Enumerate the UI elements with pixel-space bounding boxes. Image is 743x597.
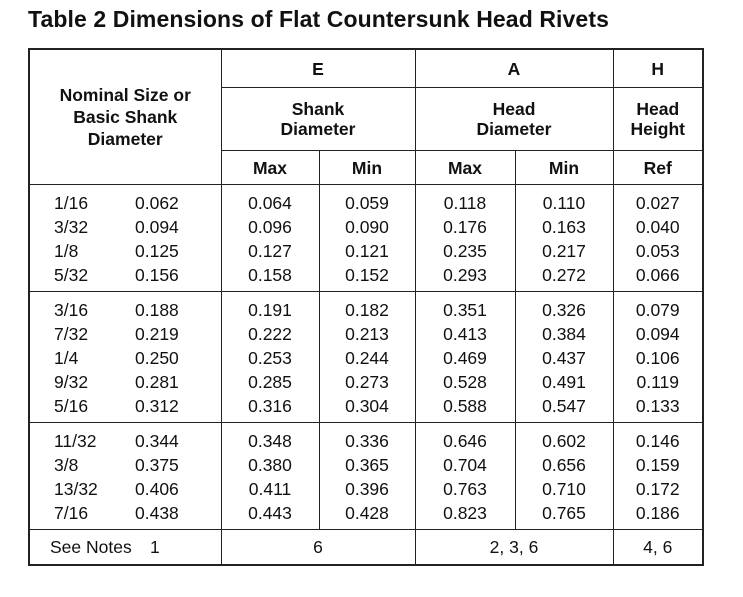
table-value: 0.217: [542, 241, 586, 261]
table-value: 5/32: [54, 265, 89, 285]
table-value: 0.763: [443, 479, 487, 499]
e-header: E: [221, 49, 415, 88]
a-min-cell: [515, 423, 613, 530]
e-max-cell: [221, 185, 319, 292]
basic-diameter-cell: [135, 185, 221, 292]
table-value: 0.213: [345, 324, 389, 344]
table-value: 0.443: [248, 503, 292, 523]
e-min-cell: [319, 185, 415, 292]
table-value: 0.336: [345, 431, 389, 451]
table-value: 9/32: [54, 372, 89, 392]
table-value: 0.079: [635, 300, 680, 320]
table-value: 0.547: [542, 396, 586, 416]
table-value: 0.119: [636, 372, 679, 392]
e-max-header: Max: [221, 151, 319, 185]
h-ref-header: Ref: [613, 151, 703, 185]
table-value: 0.176: [443, 217, 487, 237]
table-value: 0.235: [443, 241, 487, 261]
table-value: 0.413: [443, 324, 487, 344]
table-value: 0.375: [135, 455, 179, 475]
table-body: [29, 185, 703, 530]
table-value: 0.062: [135, 193, 179, 213]
table-value: 1/4: [54, 348, 79, 368]
table-value: 0.312: [135, 396, 179, 416]
table-value: 0.588: [443, 396, 487, 416]
table-value: 0.222: [248, 324, 292, 344]
basic-diameter-cell: [135, 292, 221, 423]
table-value: 0.281: [135, 372, 179, 392]
table-value: 0.090: [345, 217, 389, 237]
table-value: 0.163: [542, 217, 586, 237]
table-value: 0.646: [443, 431, 487, 451]
table-value: 5/16: [54, 396, 89, 416]
table-value: 0.438: [135, 503, 179, 523]
table-value: 0.380: [248, 455, 292, 475]
nominal-header-line3: Diameter: [87, 129, 163, 149]
table-value: 0.191: [248, 300, 292, 320]
e-min-header: Min: [319, 151, 415, 185]
table-value: 13/32: [54, 479, 98, 499]
a-min-cell: [515, 185, 613, 292]
h-ref-cell: [613, 185, 703, 292]
notes-nominal-cell: [29, 530, 221, 566]
a-header: A: [415, 49, 613, 88]
table-value: 0.250: [135, 348, 179, 368]
table-value: 0.219: [135, 324, 179, 344]
table-value: 0.710: [542, 479, 586, 499]
notes-h-value: 4, 6: [613, 530, 703, 566]
h-ref-cell: [613, 292, 703, 423]
nominal-header-line2: Basic Shank: [73, 107, 178, 127]
table-value: 1/16: [54, 193, 89, 213]
table-value: 0.040: [635, 217, 680, 237]
e-max-cell: [221, 292, 319, 423]
table-value: 0.602: [542, 431, 586, 451]
table-value: 0.528: [443, 372, 487, 392]
table-value: 0.133: [635, 396, 680, 416]
a-max-header: Max: [415, 151, 515, 185]
e-max-cell: [221, 423, 319, 530]
notes-e-value: 6: [221, 530, 415, 566]
a-max-cell: [415, 185, 515, 292]
table-value: 7/16: [54, 503, 89, 523]
table-value: 0.326: [542, 300, 586, 320]
table-value: 0.469: [443, 348, 487, 368]
table-value: 3/16: [54, 300, 89, 320]
table-value: 0.156: [135, 265, 179, 285]
table-value: 0.823: [443, 503, 487, 523]
table-value: 0.351: [443, 300, 487, 320]
head-height-header-line2: Height: [630, 119, 685, 139]
table-value: 0.053: [635, 241, 680, 261]
table-title: Table 2 Dimensions of Flat Countersunk Head Rivets: [28, 6, 609, 32]
notes-label: See Notes: [50, 536, 132, 557]
notes-row: [29, 530, 703, 566]
notes-a-value: 2, 3, 6: [415, 530, 613, 566]
row-group-2: [29, 292, 703, 423]
table-value: 0.094: [135, 217, 179, 237]
h-ref-cell: [613, 423, 703, 530]
table-value: 0.106: [635, 348, 680, 368]
table-value: 0.172: [635, 479, 680, 499]
table-value: 0.293: [443, 265, 487, 285]
table-value: 7/32: [54, 324, 89, 344]
table-value: 0.125: [135, 241, 179, 261]
h-header: H: [613, 49, 703, 88]
shank-diameter-header: [221, 88, 415, 151]
table-value: 0.059: [345, 193, 389, 213]
nominal-size-cell: [29, 292, 135, 423]
table-value: 0.118: [443, 193, 487, 213]
table-value: 0.396: [345, 479, 389, 499]
table-value: 0.428: [345, 503, 389, 523]
table-value: 0.491: [542, 372, 586, 392]
table-value: 0.384: [542, 324, 586, 344]
head-diameter-header-line2: Diameter: [476, 119, 552, 139]
table-value: 11/32: [54, 431, 97, 451]
table-value: 0.365: [345, 455, 389, 475]
table-value: 0.158: [248, 265, 292, 285]
shank-header-line2: Diameter: [280, 119, 356, 139]
table-value: 0.348: [248, 431, 292, 451]
a-min-cell: [515, 292, 613, 423]
table-value: 0.437: [542, 348, 586, 368]
table-value: 0.188: [135, 300, 179, 320]
head-height-header-line1: Head: [636, 99, 680, 119]
table-value: 0.273: [345, 372, 389, 392]
head-diameter-header-line1: Head: [492, 99, 536, 119]
a-max-cell: [415, 292, 515, 423]
table-value: 0.406: [135, 479, 179, 499]
rivet-dimensions-table: [28, 48, 704, 566]
a-min-header: Min: [515, 151, 613, 185]
table-value: 0.182: [345, 300, 389, 320]
table-value: 1/8: [54, 241, 79, 261]
nominal-size-cell: [29, 423, 135, 530]
table-value: 0.285: [248, 372, 292, 392]
table-value: 0.272: [542, 265, 586, 285]
table-value: 0.064: [248, 193, 292, 213]
table-value: 0.146: [635, 431, 680, 451]
table-value: 0.027: [635, 193, 680, 213]
row-group-3: [29, 423, 703, 530]
nominal-size-cell: [29, 185, 135, 292]
row-group-1: [29, 185, 703, 292]
table-value: 0.411: [248, 479, 292, 499]
table-value: 0.110: [542, 193, 586, 213]
a-max-cell: [415, 423, 515, 530]
table-value: 0.121: [345, 241, 389, 261]
table-value: 0.127: [248, 241, 292, 261]
table-value: 0.765: [542, 503, 586, 523]
table-value: 3/32: [54, 217, 89, 237]
e-min-cell: [319, 292, 415, 423]
table-value: 0.344: [135, 431, 179, 451]
nominal-header-line1: Nominal Size or: [59, 85, 191, 105]
table-value: 0.066: [635, 265, 680, 285]
table-value: 0.316: [248, 396, 292, 416]
e-min-cell: [319, 423, 415, 530]
table-value: 0.704: [443, 455, 487, 475]
table-value: 0.159: [635, 455, 680, 475]
table-value: 0.096: [248, 217, 292, 237]
table-value: 0.304: [345, 396, 389, 416]
table-value: 0.244: [345, 348, 389, 368]
table-value: 0.656: [542, 455, 586, 475]
basic-diameter-cell: [135, 423, 221, 530]
table-value: 0.186: [635, 503, 680, 523]
table-value: 3/8: [54, 455, 79, 475]
head-height-header: [613, 88, 703, 151]
head-diameter-header: [415, 88, 613, 151]
table-value: 0.094: [635, 324, 680, 344]
notes-nominal-value: 1: [150, 536, 160, 557]
table-value: 0.152: [345, 265, 389, 285]
shank-header-line1: Shank: [291, 99, 345, 119]
table-value: 0.253: [248, 348, 292, 368]
nominal-size-header: [29, 49, 221, 185]
